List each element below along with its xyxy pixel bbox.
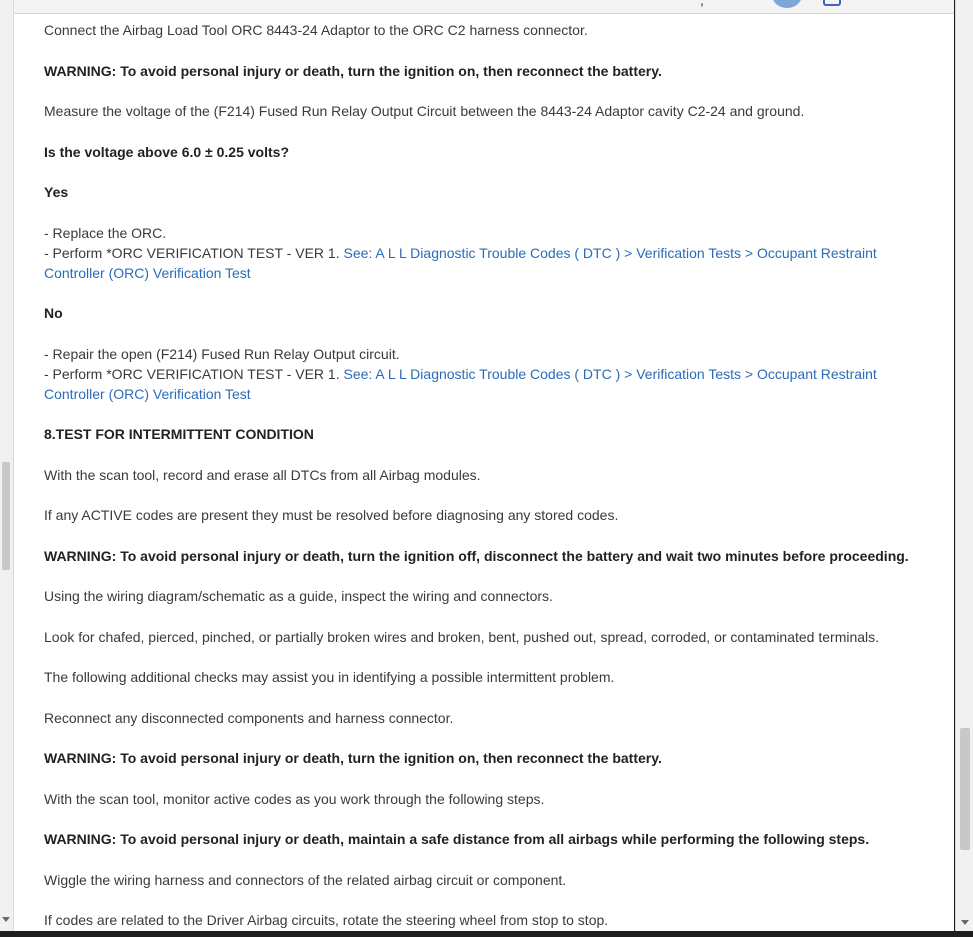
scrollbar-thumb[interactable] — [960, 728, 970, 850]
step-text: Measure the voltage of the (F214) Fused Run Relay Output Circuit between the 8443-24 Adaptor cavity C2-24 and ground. — [44, 103, 805, 119]
step-text: Look for chafed, pierced, pinched, or partially broken wires and broken, bent, pushed out, spread, corroded, or contaminated terminals. — [44, 628, 880, 645]
verification-test-link[interactable]: See: A L L Diagnostic Trouble Codes ( DTC ) > Verification Tests > Occupant Restraint Controller (ORC) Verification Test — [44, 244, 877, 281]
warning-text: WARNING: To avoid personal injury or death, turn the ignition on, then reconnect the battery. — [44, 750, 662, 766]
warning-text: WARNING: To avoid personal injury or death, maintain a safe distance from all airbags while performing the following steps. — [44, 831, 870, 847]
no-label: No — [44, 305, 63, 321]
step-text: Connect the Airbag Load Tool ORC 8443-24 Adaptor to the ORC C2 harness connector. — [44, 22, 588, 38]
list-item: - Repair the open (F214) Fused Run Relay Output circuit. — [44, 345, 400, 362]
bottom-edge — [0, 931, 973, 937]
no-actions — [44, 344, 939, 404]
step-text: Reconnect any disconnected components and harness connector. — [44, 709, 454, 726]
warning-text: WARNING: To avoid personal injury or death, turn the ignition off, disconnect the battery and wait two minutes before proceeding. — [44, 547, 909, 564]
yes-label: Yes — [44, 184, 69, 200]
document-pane — [14, 0, 954, 931]
document-icon[interactable] — [823, 0, 841, 6]
step-text: If codes are related to the Driver Airbag circuits, rotate the steering wheel from stop to stop. — [44, 912, 609, 928]
step-text: Using the wiring diagram/schematic as a guide, inspect the wiring and connectors. — [44, 588, 553, 604]
step-text: With the scan tool, monitor active codes as you work through the following steps. — [44, 790, 545, 807]
list-item — [44, 243, 939, 283]
document-content — [44, 20, 939, 931]
question-text: Is the voltage above 6.0 ± 0.25 volts? — [44, 143, 289, 160]
avatar[interactable] — [772, 0, 802, 8]
scroll-down-icon[interactable] — [961, 920, 969, 925]
section-heading: 8.TEST FOR INTERMITTENT CONDITION — [44, 426, 314, 442]
verification-test-link[interactable]: See: A L L Diagnostic Trouble Codes ( DTC ) > Verification Tests > Occupant Restraint Controller (ORC) Verification Test — [44, 365, 877, 402]
step-text: The following additional checks may assist you in identifying a possible intermittent problem. — [44, 669, 615, 685]
left-scroll-down-icon[interactable] — [2, 917, 10, 922]
page-header — [14, 0, 954, 14]
list-item-text: - Perform *ORC VERIFICATION TEST - VER 1. — [44, 244, 344, 261]
step-text: With the scan tool, record and erase all DTCs from all Airbag modules. — [44, 466, 481, 483]
step-text: If any ACTIVE codes are present they must be resolved before diagnosing any stored codes. — [44, 507, 619, 523]
list-item: - Replace the ORC. — [44, 224, 167, 241]
header-comma: , — [700, 0, 704, 8]
step-text: Wiggle the wiring harness and connectors of the related airbag circuit or component. — [44, 871, 567, 888]
list-item-text: - Perform *ORC VERIFICATION TEST - VER 1. — [44, 365, 344, 382]
list-item — [44, 364, 939, 404]
yes-actions — [44, 223, 939, 283]
left-scrollbar-thumb[interactable] — [2, 462, 10, 570]
warning-text: WARNING: To avoid personal injury or death, turn the ignition on, then reconnect the battery. — [44, 62, 662, 79]
vertical-scrollbar[interactable] — [955, 0, 973, 931]
left-panel-scrollbar[interactable] — [0, 0, 14, 937]
